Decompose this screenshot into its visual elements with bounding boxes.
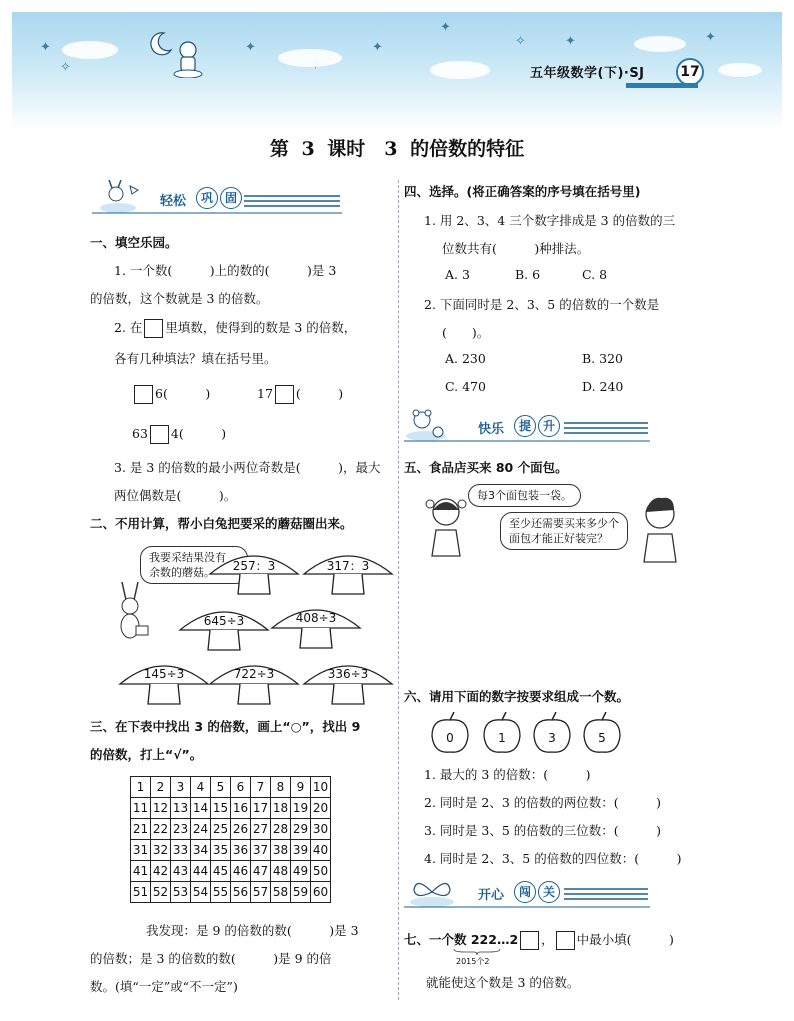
option[interactable]: A. 230 (445, 351, 486, 366)
table-cell[interactable]: 52 (151, 882, 171, 903)
banner-consolidate (92, 180, 342, 218)
option[interactable]: C. 8 (582, 267, 608, 282)
mushroom-label[interactable]: 257：3 (232, 559, 276, 573)
table-cell[interactable]: 11 (131, 798, 151, 819)
star-icon: ✦ (372, 40, 383, 55)
table-cell[interactable]: 24 (191, 819, 211, 840)
section-3-heading-cont: 的倍数，打上“√”。 (90, 747, 203, 762)
section-7-question (404, 930, 674, 950)
fill-label: 17 (257, 386, 273, 401)
question-1-1: 1. 一个数( )上的数的( )是 3 (114, 263, 337, 278)
table-cell[interactable]: 6 (231, 777, 251, 798)
table-cell[interactable]: 57 (251, 882, 271, 903)
digit-label: 1 (498, 731, 506, 745)
underbrace-label: 2015个2 (456, 957, 490, 966)
table-row (131, 777, 331, 798)
mushroom-label[interactable]: 645÷3 (203, 614, 245, 628)
mushroom (206, 656, 302, 708)
table-cell[interactable]: 20 (311, 798, 331, 819)
table-cell[interactable]: 15 (211, 798, 231, 819)
fill-item (132, 384, 210, 404)
table-cell[interactable]: 51 (131, 882, 151, 903)
banner-char: 闯 (514, 881, 536, 903)
table-cell[interactable]: 58 (271, 882, 291, 903)
mushroom (176, 602, 272, 654)
table-row (131, 819, 331, 840)
digit-label: 0 (446, 731, 454, 745)
mushroom (300, 656, 396, 708)
digit-label: 3 (548, 731, 556, 745)
bubble-line: 我要采结果没有 (149, 551, 226, 564)
finding-line-1: 我发现：是 9 的倍数的数( )是 3 (146, 923, 359, 938)
fill-label: 4( ) (170, 426, 227, 441)
table-cell[interactable]: 21 (131, 819, 151, 840)
option[interactable]: D. 240 (582, 379, 624, 394)
table-cell[interactable]: 22 (151, 819, 171, 840)
table-cell[interactable]: 48 (271, 861, 291, 882)
section-3-heading: 三、在下表中找出 3 的倍数，画上“○”，找出 9 (90, 719, 361, 734)
mushroom-label[interactable]: 336÷3 (327, 667, 369, 681)
table-cell[interactable]: 50 (311, 861, 331, 882)
table-cell[interactable]: 5 (211, 777, 231, 798)
option[interactable]: B. 6 (515, 267, 541, 282)
table-cell[interactable]: 37 (251, 840, 271, 861)
question-6-1: 1. 最大的 3 的倍数：( ) (424, 767, 591, 782)
question-1-2 (114, 318, 356, 338)
question-text: 里填数，使得到的数是 3 的倍数， (165, 320, 357, 335)
mushroom (116, 656, 212, 708)
table-cell[interactable]: 42 (151, 861, 171, 882)
banner-challenge (404, 874, 650, 910)
answer-box[interactable] (520, 931, 539, 950)
table-cell[interactable]: 43 (171, 861, 191, 882)
answer-box[interactable] (150, 425, 169, 444)
table-cell[interactable]: 16 (231, 798, 251, 819)
star-icon: ✦ (705, 30, 716, 45)
finding-line-3: 数。(填“一定”或“不一定”) (90, 979, 238, 994)
banner-text: 开心 (478, 888, 505, 903)
question-1-1-cont: 的倍数，这个数就是 3 的倍数。 (90, 291, 269, 306)
question-6-4: 4. 同时是 2、3、5 的倍数的四位数：( ) (424, 851, 682, 866)
table-cell[interactable]: 44 (191, 861, 211, 882)
table-cell[interactable]: 41 (131, 861, 151, 882)
mushroom-label[interactable]: 145÷3 (143, 667, 185, 681)
banner-char: 升 (538, 415, 560, 437)
star-icon: ✧ (515, 34, 526, 49)
mushroom-label[interactable]: 317：3 (326, 559, 370, 573)
grade-stripes (626, 83, 698, 88)
banner-char: 固 (220, 187, 242, 209)
fill-label: ( ) (295, 386, 344, 401)
table-cell[interactable]: 31 (131, 840, 151, 861)
question-1-3-cont: 两位偶数是( )。 (114, 488, 237, 503)
table-cell[interactable]: 46 (231, 861, 251, 882)
section-1-heading: 一、填空乐园。 (90, 235, 178, 250)
table-cell[interactable]: 27 (251, 819, 271, 840)
question-text: 2. 在 (114, 320, 143, 335)
finding-line-2: 的倍数；是 3 的倍数的数( )是 9 的倍 (90, 951, 332, 966)
table-cell[interactable]: 38 (271, 840, 291, 861)
table-cell[interactable]: 49 (291, 861, 311, 882)
table-cell[interactable]: 1 (131, 777, 151, 798)
section-4-heading: 四、选择。(将正确答案的序号填在括号里) (404, 184, 641, 199)
question-6-2: 2. 同时是 2、3 的倍数的两位数：( ) (424, 795, 662, 810)
banner-lines (564, 421, 648, 435)
bubble-line: 余数的蘑菇。 (149, 566, 215, 579)
option[interactable]: B. 320 (582, 351, 623, 366)
table-cell[interactable]: 3 (171, 777, 191, 798)
table-row (131, 882, 331, 903)
table-row (131, 861, 331, 882)
number-grid (130, 776, 331, 903)
answer-box[interactable] (275, 385, 294, 404)
table-cell[interactable]: 2 (151, 777, 171, 798)
table-cell[interactable]: 53 (171, 882, 191, 903)
table-row (131, 798, 331, 819)
table-cell[interactable]: 23 (171, 819, 191, 840)
star-icon: ✦ (565, 34, 576, 49)
table-cell[interactable]: 7 (251, 777, 271, 798)
table-cell[interactable]: 36 (231, 840, 251, 861)
table-cell[interactable]: 34 (191, 840, 211, 861)
table-cell[interactable]: 26 (231, 819, 251, 840)
table-cell[interactable]: 10 (311, 777, 331, 798)
question-4-1: 1. 用 2、3、4 三个数字排成是 3 的倍数的三 (424, 213, 676, 228)
answer-box[interactable] (556, 931, 575, 950)
mushroom (268, 600, 364, 652)
table-cell[interactable]: 14 (191, 798, 211, 819)
table-row (131, 840, 331, 861)
bear-icon (404, 408, 448, 442)
question-6-3: 3. 同时是 3、5 的倍数的三位数：( ) (424, 823, 662, 838)
rabbit-icon (112, 580, 156, 644)
table-cell[interactable]: 56 (231, 882, 251, 903)
banner-text: 快乐 (478, 422, 505, 437)
option[interactable]: C. 470 (445, 379, 486, 394)
mushroom-label[interactable]: 722÷3 (233, 667, 275, 681)
speech-bubble: 每3个面包装一袋。 (468, 484, 581, 507)
banner-underline (92, 210, 342, 216)
banner-char: 关 (538, 881, 560, 903)
banner-lines (564, 887, 648, 901)
star-icon: ✦ (245, 40, 256, 55)
table-cell[interactable]: 25 (211, 819, 231, 840)
page-title: 第 3 课时 3 的倍数的特征 (269, 138, 525, 160)
bubble-line: 面包才能正好装完？ (509, 532, 608, 545)
banner-underline (404, 904, 650, 910)
speech-bubble (500, 512, 628, 550)
answer-box (144, 319, 163, 338)
star-icon: ✦ (440, 20, 451, 35)
table-cell[interactable]: 40 (311, 840, 331, 861)
boy-icon (636, 490, 686, 566)
mascot-icon (172, 38, 204, 78)
section-5-heading: 五、食品店买来 80 个面包。 (404, 460, 568, 475)
column-divider (398, 180, 399, 1000)
table-cell[interactable]: 30 (311, 819, 331, 840)
table-cell[interactable]: 9 (291, 777, 311, 798)
table-cell[interactable]: 13 (171, 798, 191, 819)
table-cell[interactable]: 47 (251, 861, 271, 882)
table-cell[interactable]: 17 (251, 798, 271, 819)
option[interactable]: A. 3 (445, 267, 470, 282)
question-1-3: 3. 是 3 的倍数的最小两位奇数是( )，最大 (114, 460, 381, 475)
mushroom-label[interactable]: 408÷3 (295, 611, 337, 625)
table-cell[interactable]: 32 (151, 840, 171, 861)
table-cell[interactable]: 18 (271, 798, 291, 819)
fill-item (132, 424, 226, 444)
table-cell[interactable]: 60 (311, 882, 331, 903)
section-6-heading: 六、请用下面的数字按要求组成一个数。 (404, 689, 630, 704)
banner-char: 提 (514, 415, 536, 437)
fill-item (257, 384, 343, 404)
answer-box[interactable] (134, 385, 153, 404)
butterfly-icon (408, 874, 456, 908)
fill-label: 63 (132, 426, 148, 441)
table-cell[interactable]: 29 (291, 819, 311, 840)
table-cell[interactable]: 4 (191, 777, 211, 798)
table-cell[interactable]: 8 (271, 777, 291, 798)
moon-icon (146, 30, 174, 58)
girl-icon (424, 490, 468, 566)
question-4-1-cont: 位数共有( )种排法。 (442, 241, 590, 256)
question-text: 中最小填( ) (576, 932, 674, 947)
table-cell[interactable]: 19 (291, 798, 311, 819)
banner-text: 轻松 (160, 194, 187, 209)
digit-label: 5 (598, 731, 606, 745)
table-cell[interactable]: 55 (211, 882, 231, 903)
grade-label: 五年级数学(下)·SJ (530, 66, 645, 81)
underbrace (452, 948, 502, 956)
section-2-heading: 二、不用计算，帮小白兔把要采的蘑菇圈出来。 (90, 516, 353, 531)
table-cell[interactable]: 12 (151, 798, 171, 819)
table-cell[interactable]: 28 (271, 819, 291, 840)
section-7-cont: 就能使这个数是 3 的倍数。 (426, 975, 580, 990)
star-icon: ✧ (60, 60, 71, 75)
table-cell[interactable]: 35 (211, 840, 231, 861)
section-7-heading: 七、一个数 222…2 (404, 932, 519, 947)
banner-underline (404, 438, 650, 444)
question-1-2-cont: 各有几种填法？填在括号里。 (114, 351, 277, 366)
star-icon: ✦ (40, 40, 51, 55)
banner-improve (404, 408, 650, 444)
page-number: 17 (676, 58, 704, 86)
table-cell[interactable]: 54 (191, 882, 211, 903)
fill-label: 6( ) (155, 386, 211, 401)
banner-char: 巩 (196, 187, 218, 209)
table-cell[interactable]: 59 (291, 882, 311, 903)
bubble-line: 至少还需要买来多少个 (509, 517, 619, 530)
question-text: ， (541, 932, 554, 947)
question-4-2: 2. 下面同时是 2、3、5 的倍数的一个数是 (424, 297, 660, 312)
table-cell[interactable]: 45 (211, 861, 231, 882)
banner-lines (244, 194, 340, 208)
question-4-2-cont: ( )。 (442, 325, 490, 340)
table-cell[interactable]: 39 (291, 840, 311, 861)
table-cell[interactable]: 33 (171, 840, 191, 861)
